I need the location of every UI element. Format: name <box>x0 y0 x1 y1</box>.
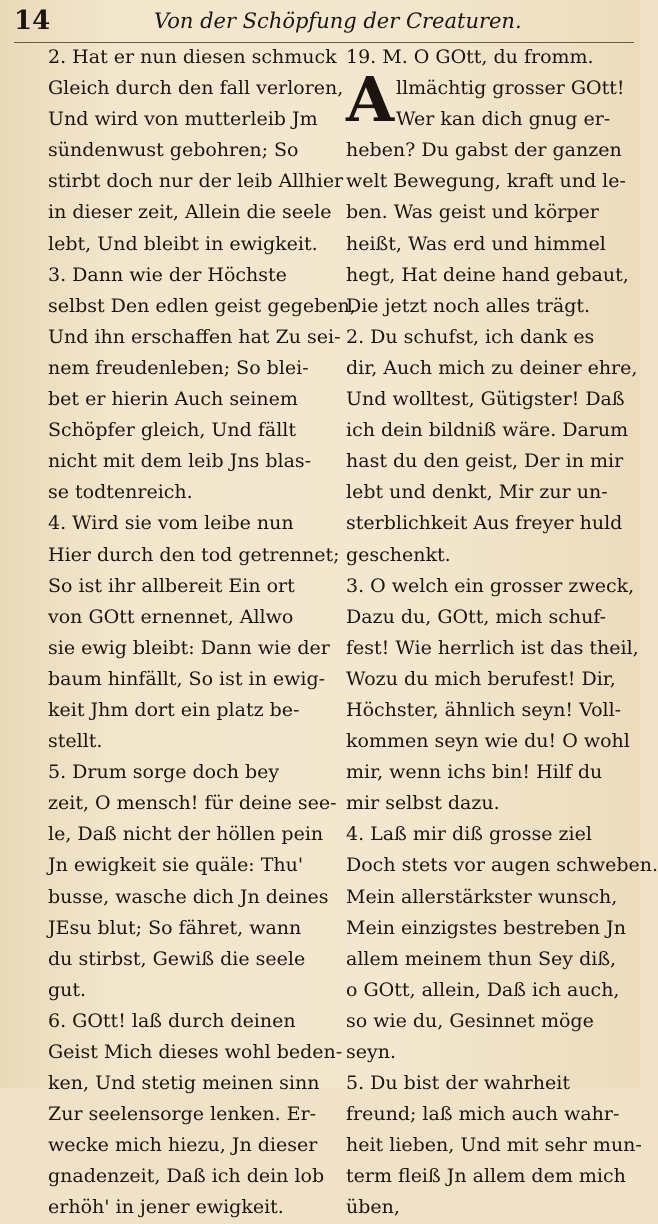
text-line: So ist ihr allbereit Ein ort <box>48 574 295 597</box>
text-line: le, Daß nicht der höllen pein <box>48 823 324 846</box>
text-line: 3. O welch ein grosser zweck, <box>346 574 635 597</box>
text-line: du stirbst, Gewiß die seele <box>48 947 306 970</box>
text-line: nem freudenleben; So blei- <box>48 356 309 379</box>
text-line: baum hinfällt, So ist in ewig- <box>48 667 326 690</box>
text-line: Wer kan dich gnug er- <box>396 108 611 131</box>
text-line: se todtenreich. <box>48 481 193 504</box>
text-line: welt Bewegung, kraft und le- <box>346 170 626 193</box>
text-line: hegt, Hat deine hand gebaut, <box>346 263 629 286</box>
text-line: Hier durch den tod getrennet; <box>48 543 340 566</box>
left-text-column <box>48 42 356 1219</box>
text-line: 2. Du schufst, ich dank es <box>346 325 595 348</box>
right-text-column <box>346 42 658 1219</box>
text-line: so wie du, Gesinnet möge <box>346 1009 594 1032</box>
text-line: 6. GOtt! laß durch deinen <box>48 1009 296 1032</box>
text-line: term fleiß Jn allem dem mich <box>346 1165 626 1188</box>
text-line: 5. Du bist der wahrheit <box>346 1072 570 1095</box>
text-line: hast du den geist, Der in mir <box>346 450 624 473</box>
text-line: sündenwust gebohren; So <box>48 139 299 162</box>
text-line: geschenkt. <box>346 543 451 566</box>
text-line: sie ewig bleibt: Dann wie der <box>48 636 330 659</box>
text-line: selbst Den edlen geist gegeben, <box>48 294 356 317</box>
text-line: JEsu blut; So fähret, wann <box>48 916 302 939</box>
text-line: wecke mich hiezu, Jn dieser <box>48 1134 318 1157</box>
text-line: Mein allerstärkster wunsch, <box>346 885 618 908</box>
text-line: stirbt doch nur der leib Allhier <box>48 170 344 193</box>
text-line: Höchster, ähnlich seyn! Voll- <box>346 698 622 721</box>
text-line: o GOtt, allein, Daß ich auch, <box>346 978 620 1001</box>
text-line: gut. <box>48 978 87 1001</box>
text-line: Und ihn erschaffen hat Zu sei- <box>48 325 341 348</box>
text-line: üben, <box>346 1196 400 1219</box>
page-header <box>14 2 634 43</box>
text-line: lebt und denkt, Mir zur un- <box>346 481 608 504</box>
text-line: llmächtig grosser GOtt! <box>396 77 625 100</box>
text-line: Jn ewigkeit sie quäle: Thu' <box>48 854 304 877</box>
text-line: Wozu du mich berufest! Dir, <box>346 667 616 690</box>
text-line: 2. Hat er nun diesen schmuck <box>48 46 337 68</box>
text-line: lebt, Und bleibt in ewigkeit. <box>48 232 318 255</box>
text-line: Und wird von mutterleib Jm <box>48 108 318 131</box>
text-line: Gleich durch den fall verloren, <box>48 77 344 100</box>
text-line: stellt. <box>48 730 103 753</box>
text-line: heit lieben, Und mit sehr mun- <box>346 1134 642 1157</box>
text-line: Und wolltest, Gütigster! Daß <box>346 388 625 411</box>
text-line: Schöpfer gleich, Und fällt <box>48 419 297 442</box>
text-line: mir selbst dazu. <box>346 792 500 815</box>
text-line: ich dein bildniß wäre. Darum <box>346 419 629 442</box>
text-line: ken, Und stetig meinen sinn <box>48 1072 320 1095</box>
text-line: 4. Wird sie vom leibe nun <box>48 512 294 535</box>
text-line: dir, Auch mich zu deiner ehre, <box>346 356 638 379</box>
text-line: sterblichkeit Aus freyer huld <box>346 512 623 535</box>
hymn-opening <box>346 63 634 137</box>
text-line: Geist Mich dieses wohl beden- <box>48 1041 343 1063</box>
text-line: 4. Laß mir diß grosse ziel <box>346 823 592 846</box>
text-line: heißt, Was erd und himmel <box>346 232 606 255</box>
text-line: Doch stets vor augen schweben. <box>346 854 658 877</box>
text-line: keit Jhm dort ein platz be- <box>48 698 300 721</box>
running-title: Von der Schöpfung der Creaturen. <box>154 9 522 33</box>
text-line: seyn. <box>346 1041 397 1063</box>
page-number: 14 <box>14 6 51 36</box>
text-line: Dazu du, GOtt, mich schuf- <box>346 605 607 628</box>
drop-cap: A <box>346 63 395 137</box>
text-line: Zur seelensorge lenken. Er- <box>48 1103 317 1126</box>
text-line: allem meinem thun Sey diß, <box>346 947 617 970</box>
text-line: busse, wasche dich Jn deines <box>48 885 329 908</box>
text-line: gnadenzeit, Daß ich dein lob <box>48 1165 325 1188</box>
text-line: heben? Du gabst der ganzen <box>346 139 622 162</box>
text-line: erhöh' in jener ewigkeit. <box>48 1196 284 1219</box>
text-line: in dieser zeit, Allein die seele <box>48 201 332 224</box>
text-line: von GOtt ernennet, Allwo <box>48 605 294 628</box>
text-line: 5. Drum sorge doch bey <box>48 761 280 784</box>
text-line: 3. Dann wie der Höchste <box>48 263 287 286</box>
text-line: mir, wenn ichs bin! Hilf du <box>346 761 603 784</box>
text-line: freund; laß mich auch wahr- <box>346 1103 620 1126</box>
text-line: fest! Wie herrlich ist das theil, <box>346 636 639 659</box>
text-line: ben. Was geist und körper <box>346 201 599 224</box>
text-line: nicht mit dem leib Jns blas- <box>48 450 312 473</box>
text-line: Die jetzt noch alles trägt. <box>346 294 591 317</box>
text-line: kommen seyn wie du! O wohl <box>346 730 630 753</box>
text-line: bet er hierin Auch seinem <box>48 388 298 411</box>
text-line: Mein einzigstes bestreben Jn <box>346 916 626 939</box>
text-line: zeit, O mensch! für deine see- <box>48 792 337 815</box>
hymn-heading: 19. M. O GOtt, du fromm. <box>346 46 594 68</box>
